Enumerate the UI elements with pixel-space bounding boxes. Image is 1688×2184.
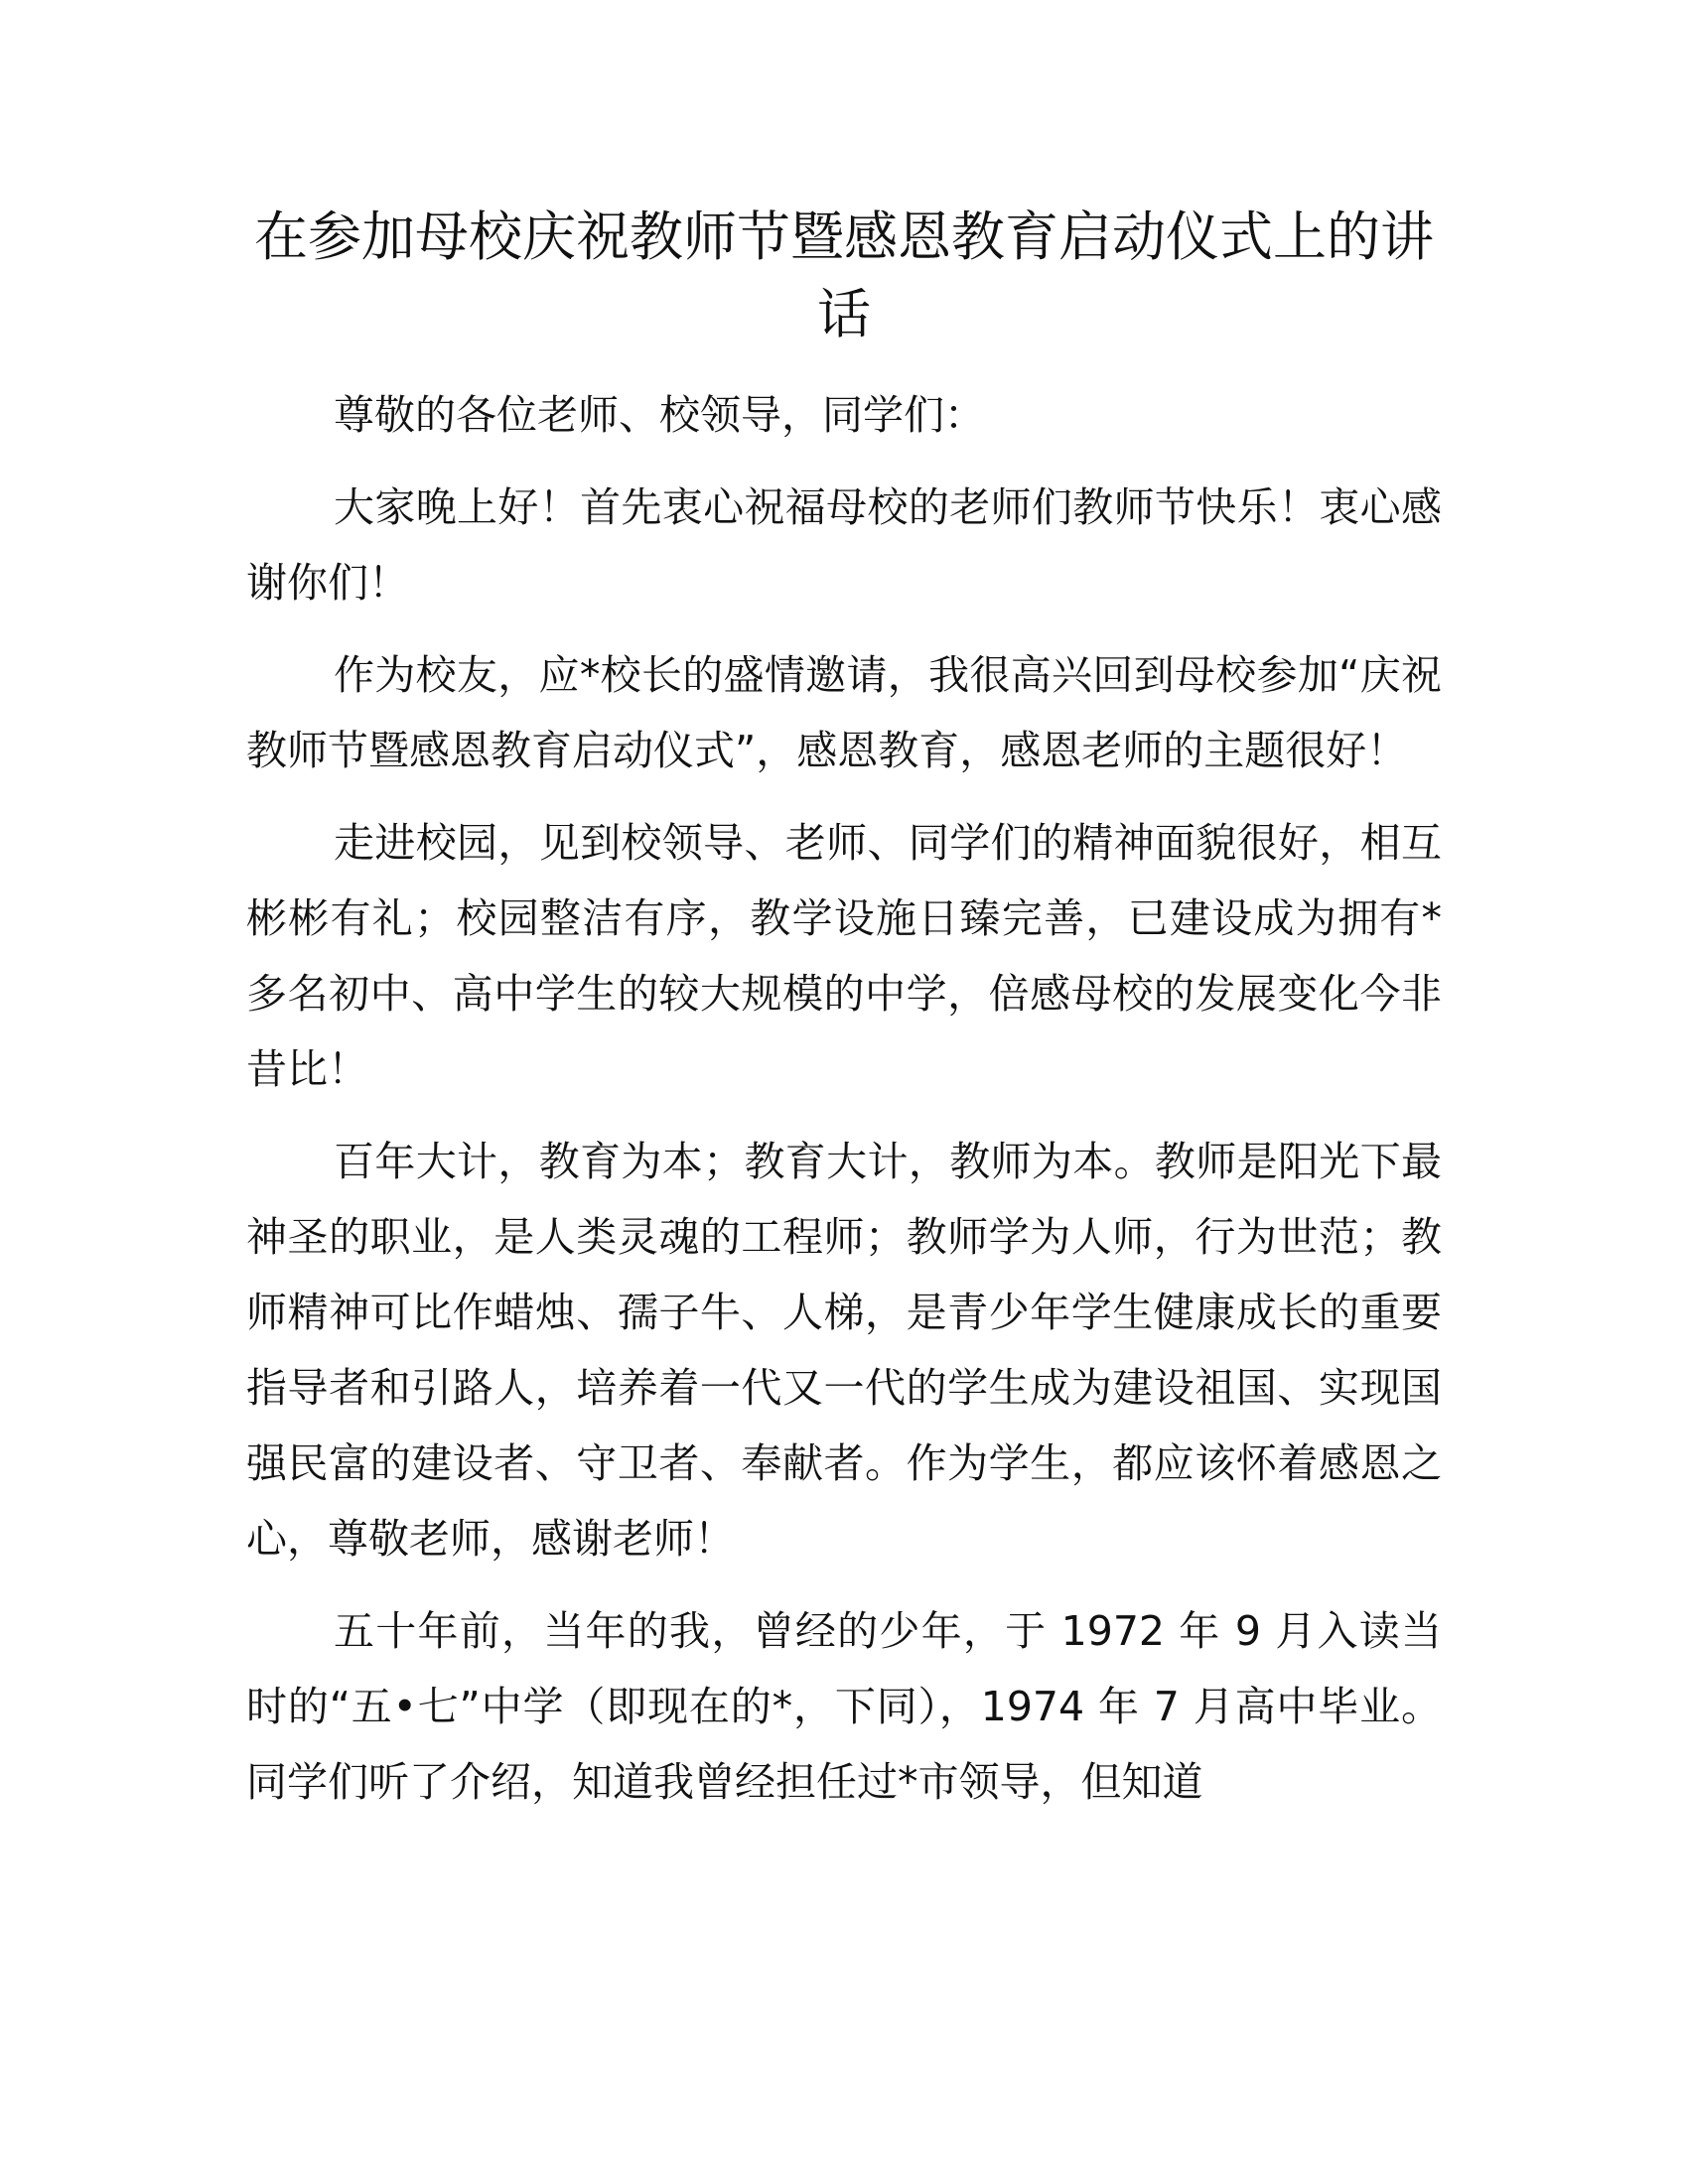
document-title: 在参加母校庆祝教师节暨感恩教育启动仪式上的讲话 <box>254 205 1434 345</box>
paragraph-invitation: 作为校友，应*校长的盛情邀请，我很高兴回到母校参加“庆祝教师节暨感恩教育启动仪式”，感恩教育，感恩老师的主题很好！ <box>246 651 1442 774</box>
salutation: 尊敬的各位老师、校领导，同学们： <box>334 391 985 439</box>
paragraph-campus: 走进校园，见到校领导、老师、同学们的精神面貌很好，相互彬彬有礼；校园整洁有序，教学设施日臻完善，已建设成为拥有*多名初中、高中学生的较大规模的中学，倍感母校的发展变化今非昔比！ <box>246 819 1442 1093</box>
paragraph-greeting: 大家晚上好！首先衷心祝福母校的老师们教师节快乐！衷心感谢你们！ <box>246 483 1442 607</box>
paragraph-memories: 五十年前，当年的我，曾经的少年，于 1972 年 9 月入读当时的“五•七”中学（即现在的*，下同），1974 年 7 月高中毕业。同学们听了介绍，知道我曾经担任过*市领导，但知道 <box>246 1607 1442 1806</box>
paragraph-teachers: 百年大计，教育为本；教育大计，教师为本。教师是阳光下最神圣的职业，是人类灵魂的工程师；教师学为人师，行为世范；教师精神可比作蜡烛、孺子牛、人梯，是青少年学生健康成长的重要指导者和引路人，培养着一代又一代的学生成为建设祖国、实现国强民富的建设者、守卫者、奉献者。作为学生，都应该怀着感恩之心，尊敬老师，感谢老师！ <box>246 1138 1442 1563</box>
document-body <box>246 377 1442 1837</box>
